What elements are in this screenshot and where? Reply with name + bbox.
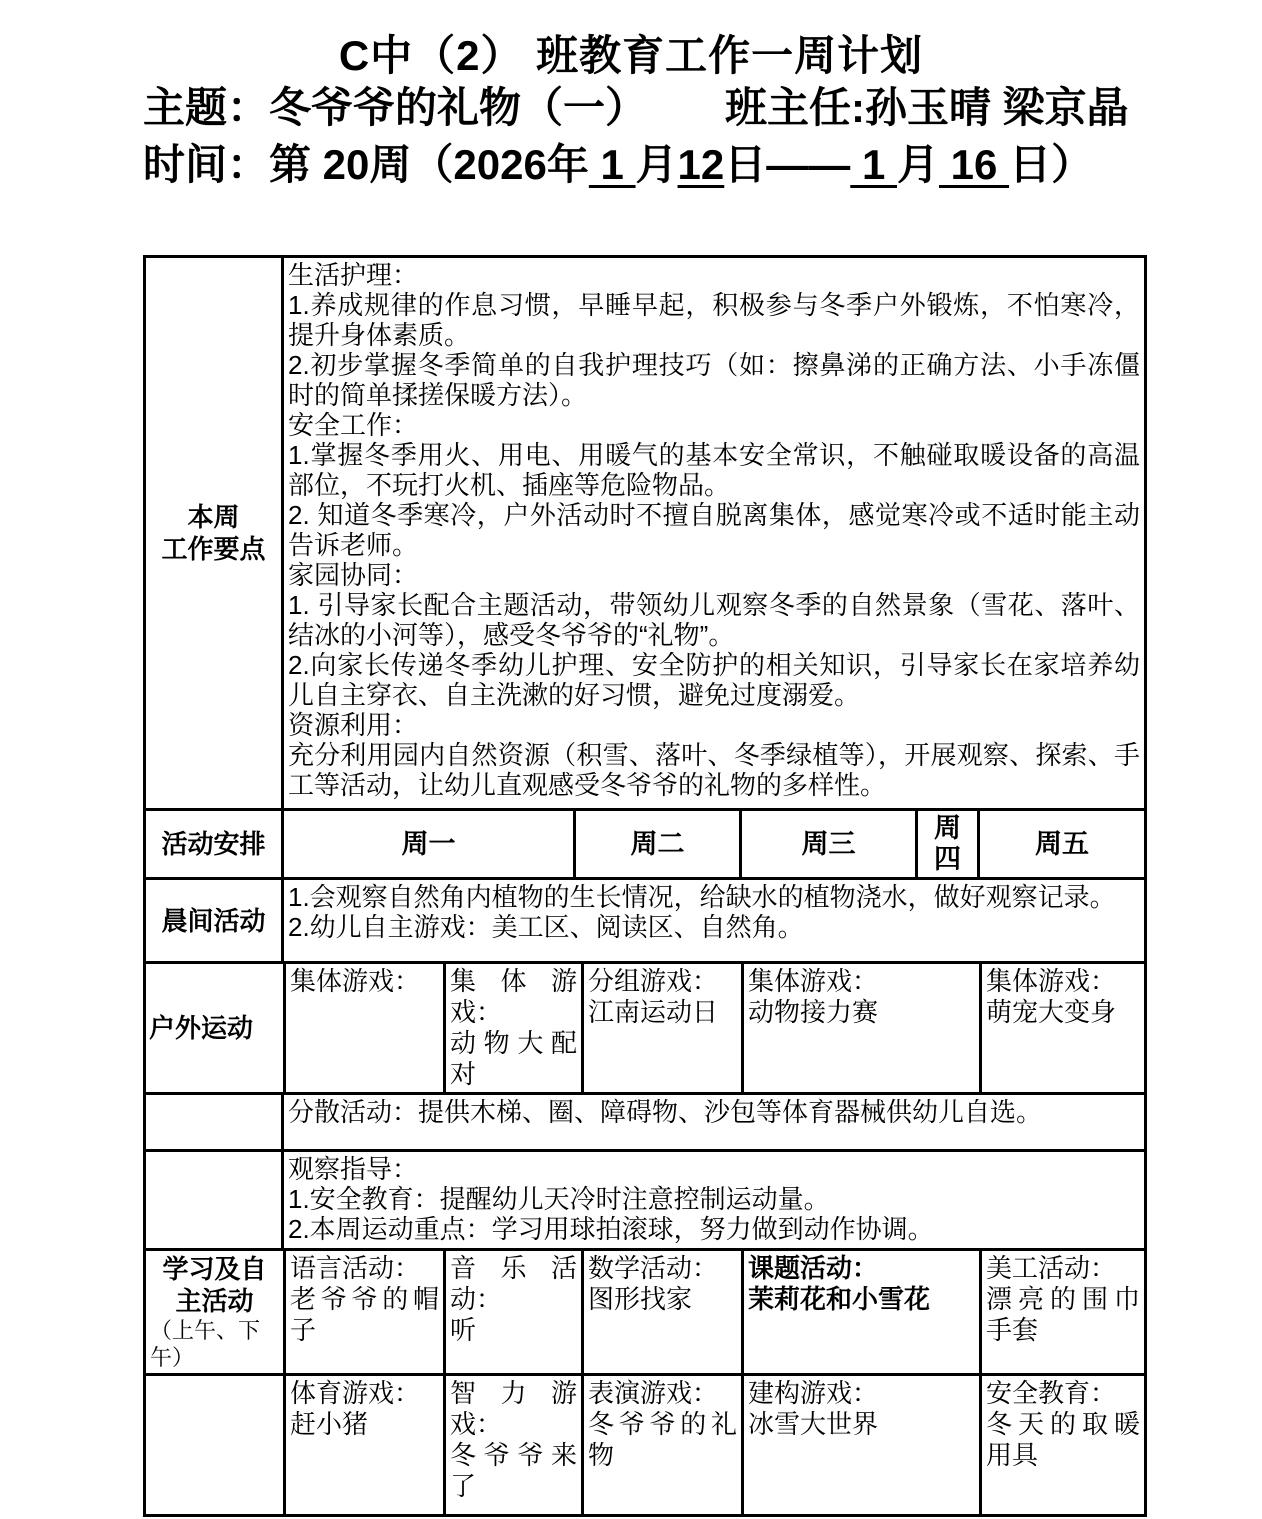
paragraph: 生活护理： (288, 260, 419, 290)
games-friday-cell (979, 1376, 1144, 1514)
time-segment: 时间：第 20周（2026年 (143, 141, 589, 188)
learning-tuesday-cell (443, 1251, 581, 1373)
activity-name: 图形找家 (588, 1284, 693, 1314)
row-label-empty (146, 1376, 283, 1514)
day-header-wednesday: 周三 (739, 811, 915, 877)
paragraph: 1. 引导家长配合主题活动，带领幼儿观察冬季的自然景象（雪花、落叶、结冰的小河等），感受冬爷爷的“礼物”。 (288, 590, 1140, 650)
activity-type: 集体游戏： (986, 966, 1117, 996)
activity-type: 音乐活动： (450, 1253, 577, 1314)
weekly-plan-table (143, 255, 1147, 1517)
week-points-content (281, 258, 1144, 808)
paragraph: 安全工作： (288, 410, 419, 440)
table-row-games (146, 1373, 1144, 1514)
activity-type: 安全教育： (986, 1378, 1117, 1408)
learning-monday-cell (283, 1251, 443, 1373)
day-header-thursday: 周四 (915, 811, 977, 877)
paragraph: 2.本周运动重点：学习用球拍滚球，努力做到动作协调。 (288, 1214, 934, 1244)
paragraph: 家园协同： (288, 560, 419, 590)
paragraph: 观察指导： (288, 1154, 419, 1184)
activity-name: 萌宠大变身 (986, 997, 1117, 1027)
activity-name: 江南运动日 (588, 997, 719, 1027)
dispersed-content (281, 1095, 1144, 1149)
paragraph: 分散活动：提供木梯、圈、障碍物、沙包等体育器械供幼儿自选。 (288, 1097, 1043, 1127)
row-label-schedule: 活动安排 (161, 829, 266, 859)
activity-type: 美工活动： (986, 1253, 1117, 1283)
day-header-tuesday: 周二 (573, 811, 739, 877)
paragraph: 2.向家长传递冬季幼儿护理、安全防护的相关知识，引导家长在家培养幼儿自主穿衣、自主洗漱的好习惯，避免过度溺爱。 (288, 650, 1140, 710)
activity-type: 课题活动： (748, 1253, 879, 1283)
observation-content (281, 1152, 1144, 1248)
activity-name: 漂亮的围巾手套 (986, 1284, 1140, 1345)
table-row-day-header (146, 808, 1144, 877)
outdoor-wednesday-cell (581, 964, 741, 1092)
outdoor-monday-cell (283, 964, 443, 1092)
games-monday-cell (283, 1376, 443, 1514)
row-label-main: 学习及自主活动 (162, 1254, 267, 1316)
time-segment: 日） (1009, 141, 1094, 188)
activity-type: 分组游戏： (588, 966, 719, 996)
time-blank-month2: 1 (850, 141, 897, 188)
games-wednesday-cell (581, 1376, 741, 1514)
time-blank-day1: 12 (677, 141, 725, 188)
table-row-learning (146, 1248, 1144, 1373)
paragraph: 2.初步掌握冬季简单的自我护理技巧（如：擦鼻涕的正确方法、小手冻僵时的简单揉搓保暖方法）。 (288, 350, 1140, 410)
learning-wednesday-cell (581, 1251, 741, 1373)
table-row-week-points (146, 258, 1144, 808)
activity-name: 冬爷爷来了 (450, 1440, 577, 1501)
learning-friday-cell (979, 1251, 1144, 1373)
activity-type: 集体游戏： (748, 966, 879, 996)
activity-name: 冬爷爷的礼物 (588, 1409, 737, 1470)
paragraph: 1.安全教育：提醒幼儿天冷时注意控制运动量。 (288, 1184, 830, 1214)
table-row-dispersed (146, 1092, 1144, 1149)
outdoor-tuesday-cell (443, 964, 581, 1092)
activity-type: 体育游戏： (290, 1378, 421, 1408)
activity-type: 语言活动： (290, 1253, 421, 1283)
outdoor-thursday-cell (741, 964, 979, 1092)
page-title: C中（2） 班教育工作一周计划 (338, 32, 924, 79)
row-label-learning (146, 1251, 283, 1373)
table-row-observation (146, 1149, 1144, 1248)
day-header-friday: 周五 (977, 811, 1144, 877)
time-segment: 月 (896, 141, 939, 188)
row-label-empty (146, 1152, 281, 1248)
activity-type: 表演游戏： (588, 1378, 719, 1408)
activity-name: 听 (450, 1315, 477, 1345)
paragraph: 资源利用： (288, 710, 419, 740)
activity-name: 赶小猪 (290, 1409, 369, 1439)
games-thursday-cell (741, 1376, 979, 1514)
paragraph: 充分利用园内自然资源（积雪、落叶、冬季绿植等），开展观察、探索、手工等活动，让幼儿直观感受冬爷爷的礼物的多样性。 (288, 740, 1140, 800)
activity-type: 数学活动： (588, 1253, 719, 1283)
time-blank-month1: 1 (588, 141, 636, 188)
time-line (143, 139, 1150, 190)
activity-name: 冰雪大世界 (748, 1409, 879, 1439)
paragraph: 1.会观察自然角内植物的生长情况，给缺水的植物浇水，做好观察记录。 (288, 882, 1116, 912)
day-header-monday: 周一 (281, 811, 573, 877)
paragraph: 1.养成规律的作息习惯，早睡早起，积极参与冬季户外锻炼，不怕寒冷，提升身体素质。 (288, 290, 1140, 350)
time-blank-day2: 16 (939, 141, 1010, 188)
activity-name: 茉莉花和小雪花 (748, 1284, 931, 1314)
paragraph: 2. 知道冬季寒冷，户外活动时不擅自脱离集体，感觉寒冷或不适时能主动告诉老师。 (288, 500, 1140, 560)
row-label-outdoor: 户外运动 (149, 1013, 254, 1043)
paragraph: 2.幼儿自主游戏：美工区、阅读区、自然角。 (288, 912, 804, 942)
activity-name: 老爷爷的帽子 (290, 1284, 439, 1345)
subject-label: 主题：冬爷爷的礼物（一） (143, 84, 648, 131)
time-segment: 日—— (724, 141, 851, 188)
games-tuesday-cell (443, 1376, 581, 1514)
teacher-label: 班主任:孙玉晴 梁京晶 (725, 84, 1129, 131)
activity-type: 建构游戏： (748, 1378, 879, 1408)
row-label-sub: （上午、下午） (150, 1318, 261, 1370)
activity-type: 集体游戏： (450, 966, 577, 1027)
table-row-morning (146, 877, 1144, 961)
activity-type: 智力游戏： (450, 1378, 577, 1439)
row-label-morning: 晨间活动 (161, 905, 266, 936)
activity-name: 动物大配对 (450, 1028, 577, 1089)
outdoor-friday-cell (979, 964, 1144, 1092)
row-label-line: 本周 (187, 502, 240, 532)
activity-name: 冬天的取暖用具 (986, 1409, 1140, 1470)
row-label-week-points (146, 258, 281, 808)
row-label-line: 工作要点 (161, 534, 266, 564)
subject-line (143, 82, 1150, 133)
learning-thursday-cell (741, 1251, 979, 1373)
activity-type: 集体游戏： (290, 966, 421, 996)
time-segment: 月 (635, 141, 678, 188)
table-row-outdoor (146, 961, 1144, 1092)
paragraph: 1.掌握冬季用火、用电、用暖气的基本安全常识，不触碰取暖设备的高温部位，不玩打火机、插座等危险物品。 (288, 440, 1140, 500)
activity-name: 动物接力赛 (748, 997, 879, 1027)
row-label-empty (146, 1095, 281, 1149)
morning-content (281, 880, 1144, 961)
